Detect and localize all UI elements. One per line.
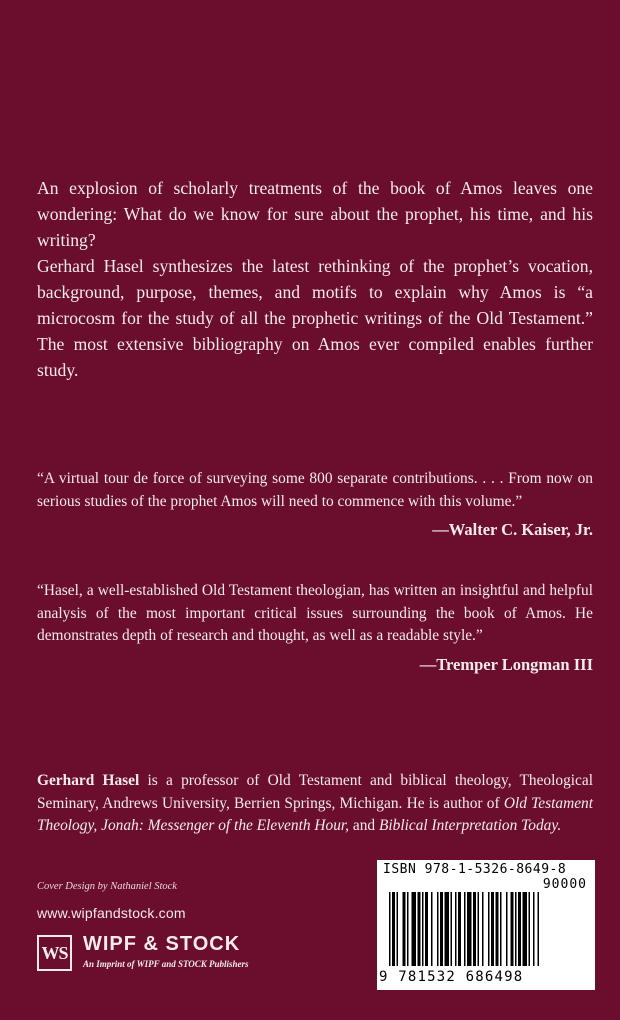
endorsement-kaiser [37, 468, 593, 542]
endorsement-author: —Tremper Longman III [419, 654, 593, 674]
bio-book-titles: Old Testament Theology, Jonah: Messenger of the Eleventh Hour, [37, 794, 593, 834]
endorsement-author: —Walter C. Kaiser, Jr. [432, 520, 593, 539]
isbn-barcode [377, 860, 595, 990]
ws-logo-icon: WS [37, 935, 72, 971]
back-cover-blurb [37, 175, 593, 383]
publisher-name: WIPF & STOCK [83, 933, 241, 955]
price-code: 90000 [542, 877, 587, 892]
cover-design-credit: Cover Design by Nathaniel Stock [37, 881, 177, 892]
bio-text-1: is a professor of Old Testament and biblical theology, Theological Seminary, Andrews University, Berrien Springs, Michigan. He is author of [37, 772, 593, 812]
bio-book-title: Biblical Interpretation Today. [378, 817, 562, 834]
isbn-label: ISBN 978-1-5326-8649-8 [383, 862, 567, 877]
blurb-paragraph-1: An explosion of scholarly treatments of the book of Amos leaves one wondering: What do we know for sure about the prophet, his time, and his writing? [37, 178, 593, 250]
publisher-website: www.wipfandstock.com [37, 905, 186, 921]
barcode-digits: 9 781532 686498 [379, 969, 524, 985]
endorsement-text: “Hasel, a well-established Old Testament theologian, has written an insightful and helpful analysis of the most important critical issues surrounding the book of Amos. He demonstrates depth of research and thought, as well as a readable style.” [37, 582, 593, 644]
endorsement-longman [37, 580, 593, 676]
author-bio [37, 770, 593, 838]
blurb-paragraph-2: Gerhard Hasel synthesizes the latest rethinking of the prophet’s vocation, background, purpose, themes, and motifs to explain why Amos is “a microcosm for the study of all the prophetic writings of the Old Testament.” The most extensive bibliography on Amos ever compiled enables further study. [37, 256, 593, 380]
publisher-tagline: An Imprint of WIPF and STOCK Publishers [83, 959, 249, 969]
bio-text-2: and [349, 817, 379, 834]
endorsement-text: “A virtual tour de force of surveying some 800 separate contributions. . . . From now on serious studies of the prophet Amos will need to commence with this volume.” [37, 470, 593, 510]
barcode-icon [377, 878, 595, 970]
author-name: Gerhard Hasel [37, 772, 140, 789]
publisher-block [37, 935, 317, 975]
